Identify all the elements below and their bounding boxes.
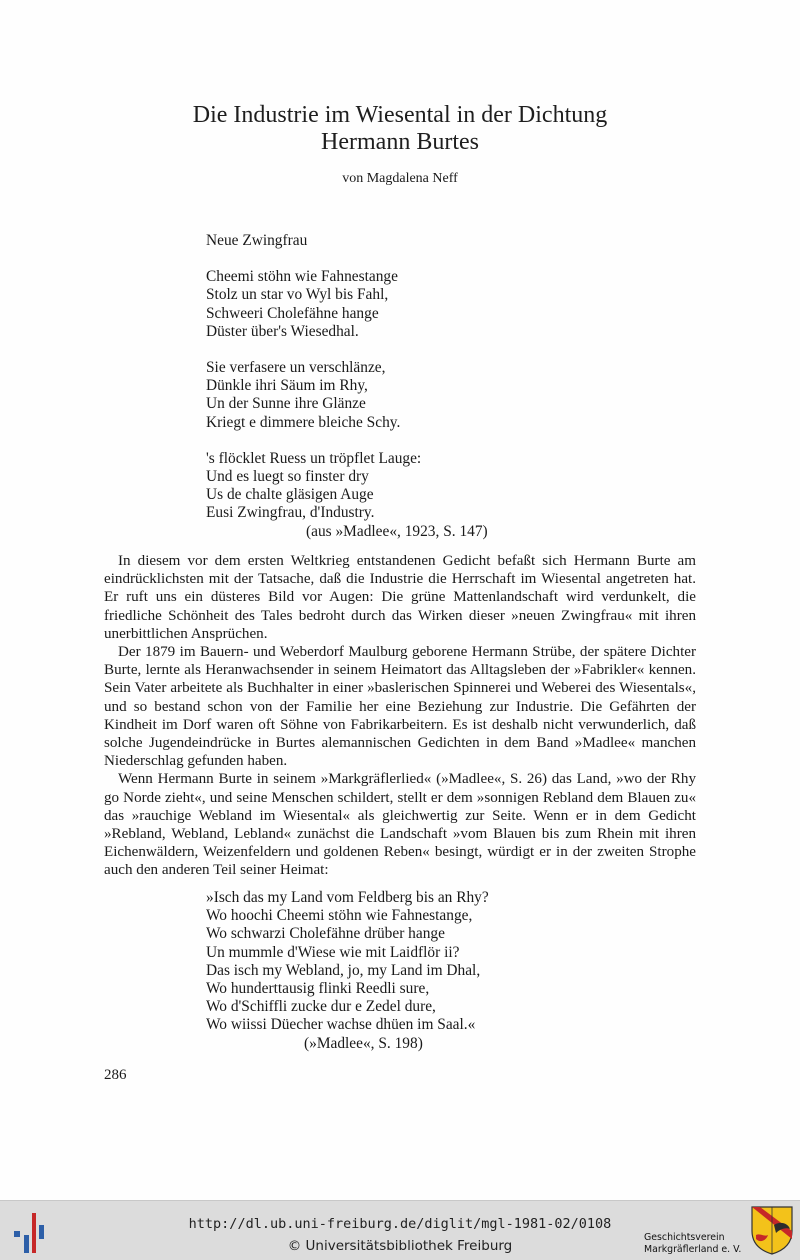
poem-neue-zwingfrau	[206, 232, 488, 541]
poem-heading: Neue Zwingfrau	[206, 232, 308, 249]
poem-line: Wo hoochi Cheemi stöhn wie Fahnestange,	[206, 907, 473, 925]
article-author: von Magdalena Neff	[342, 171, 458, 186]
poem-line: Das isch my Webland, jo, my Land im Dhal,	[206, 961, 481, 979]
poem-rebland-webland	[206, 889, 489, 1053]
poem-line: Wo wiissi Düecher wachse dhüen im Saal.«	[206, 1016, 476, 1034]
poem-source: (aus »Madlee«, 1923, S. 147)	[306, 522, 488, 540]
article-body	[104, 552, 696, 880]
body-paragraph: Wenn Hermann Burte in seinem »Markgräflerlied« (»Madlee«, S. 26) das Land, »wo der Rhy go Norde zieht«, und seine Menschen schildert, stellt er dem »sonnigen Rebland dem Blauen zu« das »rauchige Webland im Wiesental« als gleichwertig zur Seite. Wenn er in dem Gedicht »Rebland, Webland, Lebland« zunächst die Landschaft »vom Blauen bis zum Rhein mit ihren Eichenwäldern, Weizenfeldern und goldenen Reben« besingt, würdigt er in der zweiten Strophe auch den anderen Teil seiner Heimat:	[104, 771, 696, 879]
poem-line: Cheemi stöhn wie Fahnestange	[206, 268, 398, 286]
society-name-line-2: Markgräflerland e. V.	[644, 1244, 742, 1255]
poem-line: 's flöcklet Ruess un tröpflet Lauge:	[206, 449, 422, 467]
poem-line: Wo d'Schiffli zucke dur e Zedel dure,	[206, 998, 436, 1016]
poem-line: Dünkle ihri Säum im Rhy,	[206, 377, 368, 395]
poem-line: Wo hunderttausig flinki Reedli sure,	[206, 980, 430, 998]
poem-line: Un mummle d'Wiese wie mit Laidflör ii?	[206, 943, 460, 961]
poem-line: Schweeri Cholefähne hange	[206, 304, 379, 322]
poem-source: (»Madlee«, S. 198)	[304, 1034, 423, 1052]
coat-of-arms-icon[interactable]	[750, 1205, 794, 1255]
poem-line: Un der Sunne ihre Glänze	[206, 395, 366, 413]
poem-line: Düster über's Wiesedhal.	[206, 322, 359, 340]
poem-line: Stolz un star vo Wyl bis Fahl,	[206, 286, 389, 304]
poem-line: Kriegt e dimmere bleiche Schy.	[206, 413, 401, 431]
society-name	[644, 1232, 754, 1256]
article-title-line-2: Hermann Burtes	[321, 129, 479, 155]
poem-line: Us de chalte gläsigen Auge	[206, 486, 374, 504]
body-paragraph: Der 1879 im Bauern- und Weberdorf Maulburg geborene Hermann Strübe, der spätere Dichter Burte, lernte als Heranwachsender in seinem Heimatort das Alltagsleben der »Fabrikler« kennen. Sein Vater arbeitete als Buchhalter in einer »baslerischen Spinnerei und Weberei des Wiesentals«, und so bestand schon von der Familie her eine Beziehung zur Industrie. Die Gefährten der Kindheit im Dorf waren oft Söhne von Fabrikarbeitern. Es ist deshalb nicht verwunderlich, daß solche Jugendeindrücke in Burtes alemannischen Gedichten in dem Band »Madlee« manchen Niederschlag gefunden haben.	[104, 644, 696, 770]
body-paragraph: In diesem vor dem ersten Weltkrieg entstandenen Gedicht befaßt sich Hermann Burte am eindrücklichsten mit der Tatsache, daß die Industrie die Herrschaft im Wiesental angetreten hat. Er ruft uns ein düsteres Bild vor Augen: Die grüne Mattenlandschaft wird verdunkelt, die friedliche Schönheit des Tales bedroht durch das Wirken dieser »neuen Zwingfrau« mit ihren unerbittlichen Ansprüchen.	[104, 553, 696, 642]
society-name-line-1: Geschichtsverein	[644, 1232, 725, 1243]
poem-line: Eusi Zwingfrau, d'Industry.	[206, 504, 375, 522]
permalink-url[interactable]: http://dl.ub.uni-freiburg.de/diglit/mgl-1981-02/0108	[188, 1216, 612, 1232]
poem-line: Wo schwarzi Cholefähne drüber hange	[206, 925, 445, 943]
article-title-line-1: Die Industrie im Wiesental in der Dichtung	[192, 102, 608, 128]
poem-line: »Isch das my Land vom Feldberg bis an Rhy?	[206, 889, 489, 906]
poem-line: Sie verfasere un verschlänze,	[206, 359, 386, 377]
page-number: 286	[104, 1067, 127, 1083]
copyright-notice: © Universitätsbibliothek Freiburg	[287, 1238, 513, 1254]
poem-line: Und es luegt so finster dry	[206, 468, 369, 486]
